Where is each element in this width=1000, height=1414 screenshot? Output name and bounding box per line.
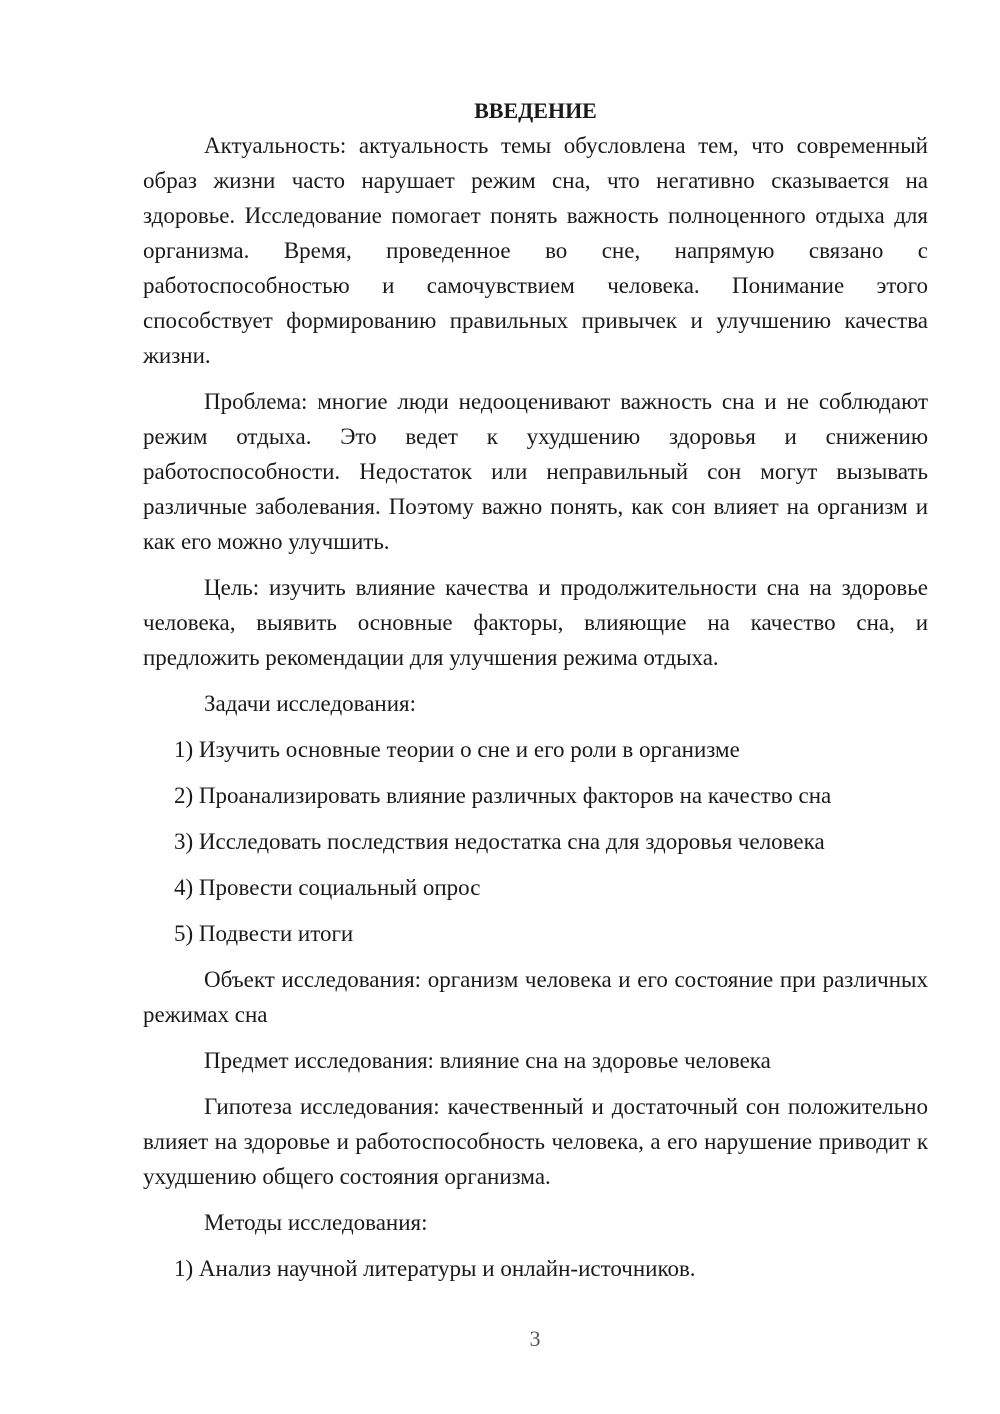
tasks-heading: Задачи исследования: xyxy=(204,691,417,716)
methods-heading: Методы исследования: xyxy=(204,1210,428,1235)
task-item: 2) Проанализировать влияние различных факторов на качество сна xyxy=(174,783,832,808)
page-number: 3 xyxy=(529,1326,541,1351)
paragraph-hypothesis: Гипотеза исследования: качественный и достаточный сон положительно влияет на здоровье и работоспособность человека, а его нарушение приводит к ухудшению общего состояния организма. xyxy=(143,1094,928,1189)
paragraph-subject: Предмет исследования: влияние сна на здоровье человека xyxy=(204,1048,771,1073)
page-title: ВВЕДЕНИЕ xyxy=(474,98,597,123)
method-item: 1) Анализ научной литературы и онлайн-источников. xyxy=(174,1256,696,1281)
task-item: 3) Исследовать последствия недостатка сна для здоровья человека xyxy=(174,829,825,854)
paragraph-problem: Проблема: многие люди недооценивают важность сна и не соблюдают режим отдыха. Это ведет к ухудшению здоровья и снижению работоспособности. Недостаток или неправильный сон могут вызывать различные заболевания. Поэтому важно понять, как сон влияет на организм и как его можно улучшить. xyxy=(143,389,928,554)
paragraph-object: Объект исследования: организм человека и его состояние при различных режимах сна xyxy=(143,967,928,1027)
task-item: 4) Провести социальный опрос xyxy=(174,875,481,900)
task-item: 5) Подвести итоги xyxy=(174,921,354,946)
page-content xyxy=(143,93,928,1297)
paragraph-goal: Цель: изучить влияние качества и продолжительности сна на здоровье человека, выявить основные факторы, влияющие на качество сна, и предложить рекомендации для улучшения режима отдыха. xyxy=(143,575,928,670)
task-item: 1) Изучить основные теории о сне и его роли в организме xyxy=(174,737,740,762)
paragraph-relevance: Актуальность: актуальность темы обусловлена тем, что современный образ жизни часто нарушает режим сна, что негативно сказывается на здоровье. Исследование помогает понять важность полноценного отдыха для организма. Время, проведенное во сне, напрямую связано с работоспособностью и самочувствием человека. Понимание этого способствует формированию правильных привычек и улучшению качества жизни. xyxy=(143,133,928,368)
